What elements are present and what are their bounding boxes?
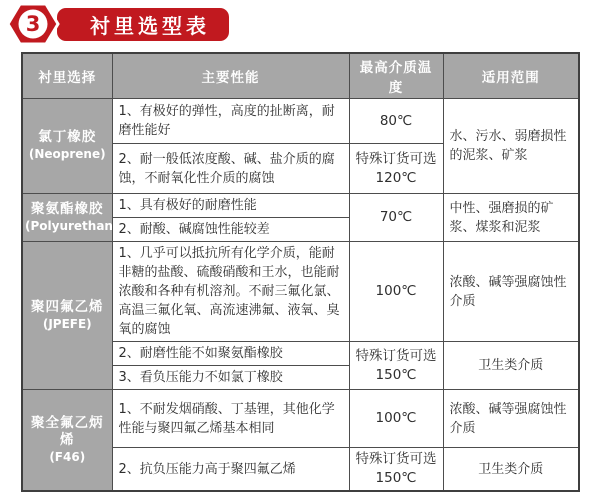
col-header-max-temp: 最高介质温度 bbox=[349, 53, 443, 99]
range-cell: 中性、强磨损的矿浆、煤浆和泥浆 bbox=[443, 194, 579, 242]
lining-name: 氯丁橡胶 bbox=[38, 129, 97, 145]
lining-selection-table bbox=[21, 52, 580, 492]
temp-cell bbox=[349, 144, 443, 194]
temp-note: 特殊订货可选 bbox=[355, 347, 437, 364]
lining-cell-neoprene bbox=[22, 99, 112, 194]
col-header-performance: 主要性能 bbox=[112, 53, 349, 99]
temp-value: 150℃ bbox=[375, 470, 417, 486]
temp-cell: 100℃ bbox=[349, 390, 443, 448]
page-title-text: 衬里选型表 bbox=[90, 14, 210, 38]
lining-name-en: (JPEFE) bbox=[42, 316, 92, 331]
lining-name: 聚四氟乙烯 bbox=[31, 298, 104, 315]
range-cell: 浓酸、碱等强腐蚀性介质 bbox=[443, 390, 579, 448]
page-header bbox=[0, 0, 600, 52]
lining-name: 聚全氟乙炳烯 bbox=[31, 414, 104, 448]
performance-cell: 2、抗负压能力高于聚四氟乙烯 bbox=[112, 448, 349, 492]
table-row bbox=[22, 194, 579, 218]
lining-cell-polyurethane bbox=[22, 194, 127, 242]
temp-cell: 100℃ bbox=[349, 242, 443, 342]
table-row bbox=[22, 242, 579, 342]
lining-name-en: (F46) bbox=[49, 449, 86, 464]
performance-cell: 1、有极好的弹性，高度的扯断离，耐磨性能好 bbox=[112, 99, 349, 144]
temp-cell bbox=[349, 342, 443, 390]
temp-note: 特殊订货可选 bbox=[355, 150, 437, 167]
badge-number: 3 bbox=[25, 12, 41, 36]
badge-hexagon-icon bbox=[5, 0, 61, 50]
performance-cell: 2、耐一般低浓度酸、碱、盐介质的腐蚀，不耐氧化性介质的腐蚀 bbox=[112, 144, 349, 194]
col-header-range: 适用范围 bbox=[443, 53, 579, 99]
performance-cell: 1、几乎可以抵抗所有化学介质，能耐非糖的盐酸、硫酸硝酸和王水，也能耐浓酸和各种有机溶剂。不耐三氟化氯、高温三氟化氧、高流速沸氟、液氧、臭氧的腐蚀 bbox=[112, 242, 349, 342]
lining-name-en: (Polyurethane) bbox=[25, 218, 127, 233]
lining-name: 聚氨酯橡胶 bbox=[31, 200, 104, 217]
temp-note: 特殊订货可选 bbox=[355, 451, 437, 467]
temp-value: 120℃ bbox=[375, 169, 417, 186]
performance-cell: 2、耐酸、碱腐蚀性能较差 bbox=[112, 218, 349, 242]
range-cell: 卫生类介质 bbox=[443, 342, 579, 390]
performance-cell: 1、具有极好的耐磨性能 bbox=[112, 194, 349, 218]
table-header-row bbox=[22, 53, 579, 99]
lining-name-en: (Neoprene) bbox=[28, 147, 106, 161]
table-row bbox=[22, 390, 579, 448]
lining-cell-ptfe bbox=[22, 242, 112, 390]
temp-value: 150℃ bbox=[375, 366, 417, 383]
performance-cell: 1、不耐发烟硝酸、丁基锂，其他化学性能与聚四氟乙烯基本相同 bbox=[112, 390, 349, 448]
page-title bbox=[57, 8, 229, 41]
range-cell: 水、污水、弱磨损性的泥浆、矿浆 bbox=[443, 99, 579, 194]
temp-cell bbox=[349, 448, 443, 492]
performance-cell: 3、看负压能力不如氯丁橡胶 bbox=[112, 366, 349, 390]
range-cell: 卫生类介质 bbox=[443, 448, 579, 492]
table-row bbox=[22, 99, 579, 144]
lining-cell-f46 bbox=[22, 390, 112, 492]
temp-cell: 70℃ bbox=[349, 194, 443, 242]
performance-cell: 2、耐磨性能不如聚氨酯橡胶 bbox=[112, 342, 349, 366]
col-header-lining: 衬里选择 bbox=[22, 53, 112, 99]
range-cell: 浓酸、碱等强腐蚀性介质 bbox=[443, 242, 579, 342]
temp-cell: 80℃ bbox=[349, 99, 443, 144]
